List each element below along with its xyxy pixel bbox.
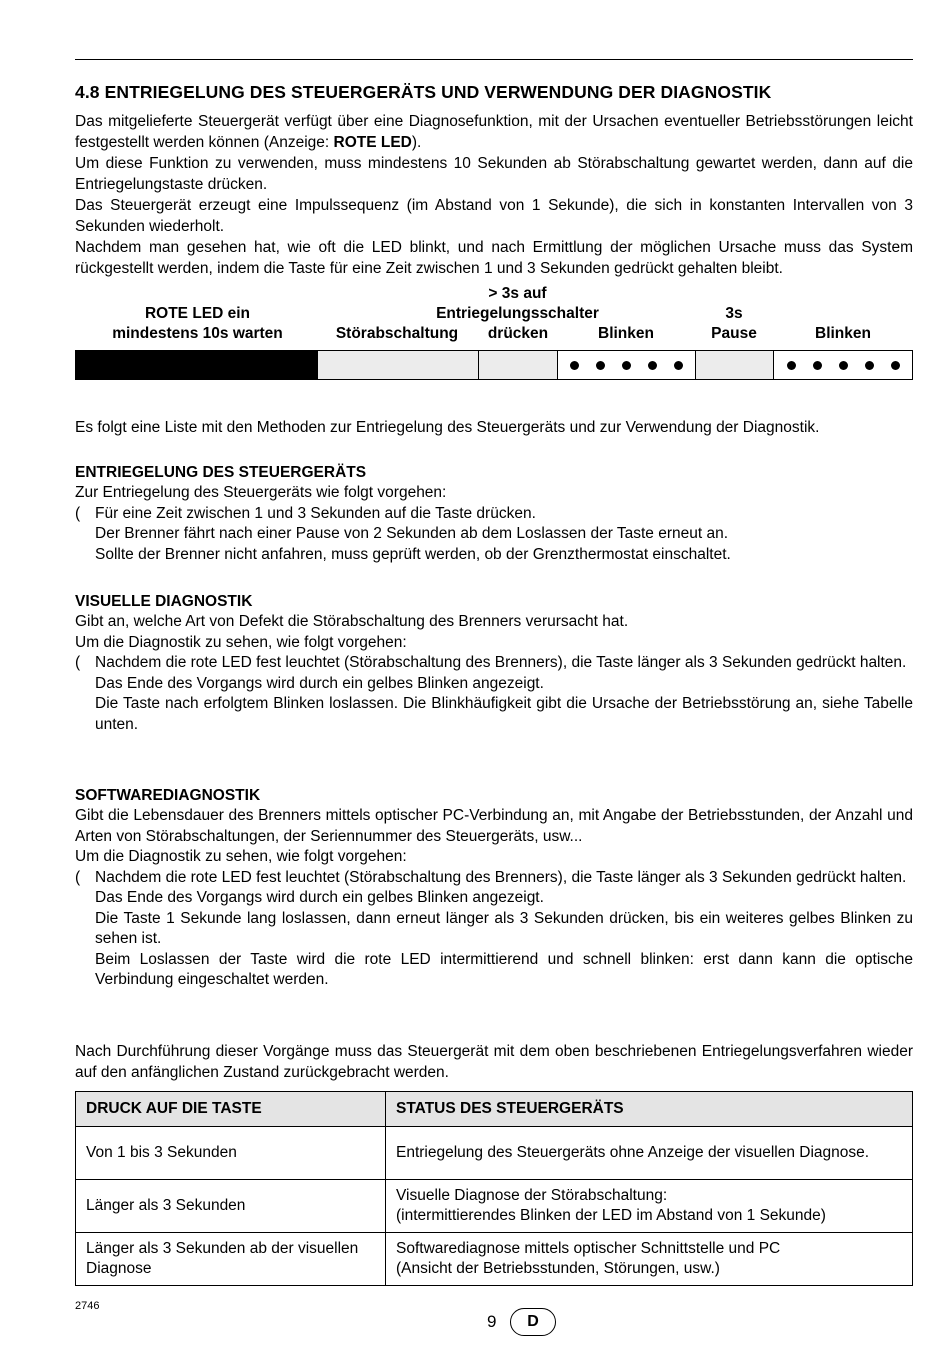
lockout-label: Störabschaltung xyxy=(335,325,459,342)
pause-bar xyxy=(695,350,774,380)
blink-dot xyxy=(891,361,900,370)
status-cell xyxy=(386,1180,913,1233)
red-led-label: ROTE LED xyxy=(333,133,412,151)
press-cell: Von 1 bis 3 Sekunden xyxy=(76,1127,386,1180)
blink-label-1: Blinken xyxy=(598,325,654,342)
visual-heading: VISUELLE DIAGNOSTIK xyxy=(75,593,253,610)
visual-diagnostics-section xyxy=(75,592,913,735)
wait-10s-label: mindestens 10s warten xyxy=(112,325,283,342)
software-diagnostics-section xyxy=(75,786,913,991)
page-number: 9 xyxy=(487,1312,497,1331)
table-row xyxy=(76,1180,913,1233)
unlock-heading: ENTRIEGELUNG DES STEUERGERÄTS xyxy=(75,464,367,481)
language-badge: D xyxy=(510,1308,556,1336)
software-lead: Um die Diagnostik zu sehen, wie folgt vorgehen: xyxy=(75,848,407,865)
timing-diagram xyxy=(75,284,913,384)
column-header-status: STATUS DES STEUERGERÄTS xyxy=(386,1092,913,1127)
visual-step-2: Das Ende des Vorgangs wird durch ein gelbes Blinken angezeigt. xyxy=(95,674,544,692)
blink-bar-1 xyxy=(557,350,696,380)
unlock-step-1: Für eine Zeit zwischen 1 und 3 Sekunden auf die Taste drücken. xyxy=(95,504,536,522)
pause-label-block xyxy=(695,304,773,344)
bullet-mark: ( xyxy=(75,654,81,671)
press-label: drücken xyxy=(487,325,549,342)
methods-intro: Es folgt eine Liste mit den Methoden zur Entriegelung des Steuergeräts und zur Verwendung der Diagnostik. xyxy=(75,419,820,436)
software-step-3: Die Taste 1 Sekunde lang loslassen, dann erneut länger als 3 Sekunden drücken, bis ein weiteres gelbes Blinken zu sehen ist. xyxy=(95,909,913,947)
press-label-block xyxy=(425,284,610,324)
reset-switch-label: Entriegelungsschalter xyxy=(436,305,599,322)
status-line: (intermittierendes Blinken der LED im Abstand von 1 Sekunde) xyxy=(396,1207,826,1224)
software-step-1: Nachdem die rote LED fest leuchtet (Störabschaltung des Brenners), die Taste länger als 3 Sekunden gedrückt halten. xyxy=(95,868,907,886)
table-row xyxy=(76,1233,913,1286)
unlock-step-2: Der Brenner fährt nach einer Pause von 2 Sekunden ab dem Loslassen der Taste erneut an. xyxy=(95,525,729,542)
bullet-mark: ( xyxy=(75,868,81,886)
status-line: Entriegelung des Steuergeräts ohne Anzeige der visuellen Diagnose. xyxy=(396,1144,870,1161)
lockout-bar xyxy=(317,350,479,380)
status-line: Visuelle Diagnose der Störabschaltung: xyxy=(396,1187,668,1204)
pause-label: Pause xyxy=(711,325,757,342)
intro-paragraph-4: Nachdem man gesehen hat, wie oft die LED blinkt, und nach Ermittlung der möglichen Ursache muss das System rückgestellt werden, indem die Taste für eine Zeit zwischen 1 und 3 Sekunden gedrückt gehalten bleibt. xyxy=(75,239,913,277)
software-heading: SOFTWAREDIAGNOSTIK xyxy=(75,787,261,804)
table-row xyxy=(76,1127,913,1180)
intro-p1-end: ). xyxy=(411,133,422,151)
status-cell xyxy=(386,1127,913,1180)
blink-label-2: Blinken xyxy=(815,325,871,342)
intro-paragraph-2: Um diese Funktion zu verwenden, muss mindestens 10 Sekunden ab Störabschaltung gewartet werden, dann auf die Entriegelungstaste drücken. xyxy=(75,155,913,193)
visual-step xyxy=(75,653,913,735)
press-cell: Länger als 3 Sekunden ab der visuellen Diagnose xyxy=(76,1233,386,1286)
blink-dot xyxy=(865,361,874,370)
software-desc: Gibt die Lebensdauer des Brenners mittels optischer PC-Verbindung an, mit Angabe der Betriebsstunden, der Anzahl und Arten von Störabschaltungen, der Seriennummer des Steuergeräts, usw... xyxy=(75,807,913,845)
red-led-on-label: ROTE LED ein xyxy=(144,305,251,322)
red-led-bar xyxy=(75,350,318,380)
blink-dot xyxy=(839,361,848,370)
red-led-label-block xyxy=(75,304,320,344)
software-step-4: Beim Loslassen der Taste wird die rote LED intermittierend und schnell blinken: erst dann kann die optische Verbindung eingeschaltet werden. xyxy=(95,950,913,988)
software-step-2: Das Ende des Vorgangs wird durch ein gelbes Blinken angezeigt. xyxy=(95,889,544,906)
button-status-table xyxy=(75,1091,913,1286)
blink-dot xyxy=(570,361,579,370)
intro-p1-text: Das mitgelieferte Steuergerät verfügt über eine Diagnosefunktion, mit der Ursachen eventueller Betriebsstörungen leicht festgestellt werden können (Anzeige: xyxy=(75,113,913,151)
blink-bar-2 xyxy=(773,350,913,380)
intro-text xyxy=(75,112,913,280)
blink-dot xyxy=(648,361,657,370)
blink-dot xyxy=(674,361,683,370)
pause-3s-label: 3s xyxy=(725,305,743,322)
blink-dot xyxy=(813,361,822,370)
unlock-step-3: Sollte der Brenner nicht anfahren, muss geprüft werden, ob der Grenzthermostat einschaltet. xyxy=(95,545,731,563)
intro-paragraph-3: Das Steuergerät erzeugt eine Impulssequenz (im Abstand von 1 Sekunde), die sich in konstanten Intervallen von 3 Sekunden wiederholt. xyxy=(75,197,913,235)
unlock-lead: Zur Entriegelung des Steuergeräts wie folgt vorgehen: xyxy=(75,484,447,501)
table-header-row xyxy=(76,1092,913,1127)
press-cell: Länger als 3 Sekunden xyxy=(76,1180,386,1233)
blink-dots-1 xyxy=(558,351,695,379)
bullet-mark: ( xyxy=(75,504,81,522)
column-header-press: DRUCK AUF DIE TASTE xyxy=(76,1092,386,1127)
status-cell xyxy=(386,1233,913,1286)
press-bar xyxy=(478,350,558,380)
software-step xyxy=(75,868,913,991)
press-3s-label: > 3s auf xyxy=(488,285,547,302)
visual-step-1: Nachdem die rote LED fest leuchtet (Störabschaltung des Brenners), die Taste länger als 3 Sekunden gedrückt halten. xyxy=(95,654,907,671)
top-rule xyxy=(75,59,913,60)
document-code: 2746 xyxy=(75,1300,100,1312)
status-line: (Ansicht der Betriebsstunden, Störungen, usw.) xyxy=(396,1260,720,1277)
unlock-step xyxy=(75,504,913,566)
unlock-section xyxy=(75,463,913,565)
visual-desc: Gibt an, welche Art von Defekt die Störabschaltung des Brenners verursacht hat. xyxy=(75,613,629,630)
intro-paragraph-1 xyxy=(75,112,913,153)
blink-dot xyxy=(596,361,605,370)
status-line: Softwarediagnose mittels optischer Schnittstelle und PC xyxy=(396,1240,781,1257)
visual-lead: Um die Diagnostik zu sehen, wie folgt vorgehen: xyxy=(75,633,407,651)
blink-dot xyxy=(622,361,631,370)
closing-paragraph: Nach Durchführung dieser Vorgänge muss das Steuergerät mit dem oben beschriebenen Entriegelungsverfahren wieder auf den anfänglichen Zustand zurückgebracht werden. xyxy=(75,1043,913,1081)
blink-dot xyxy=(787,361,796,370)
section-title: 4.8 ENTRIEGELUNG DES STEUERGERÄTS UND VERWENDUNG DER DIAGNOSTIK xyxy=(75,82,772,102)
blink-dots-2 xyxy=(774,351,912,379)
visual-step-3: Die Taste nach erfolgtem Blinken loslassen. Die Blinkhäufigkeit gibt die Ursache der Betriebsstörung an, siehe Tabelle unten. xyxy=(95,695,913,733)
